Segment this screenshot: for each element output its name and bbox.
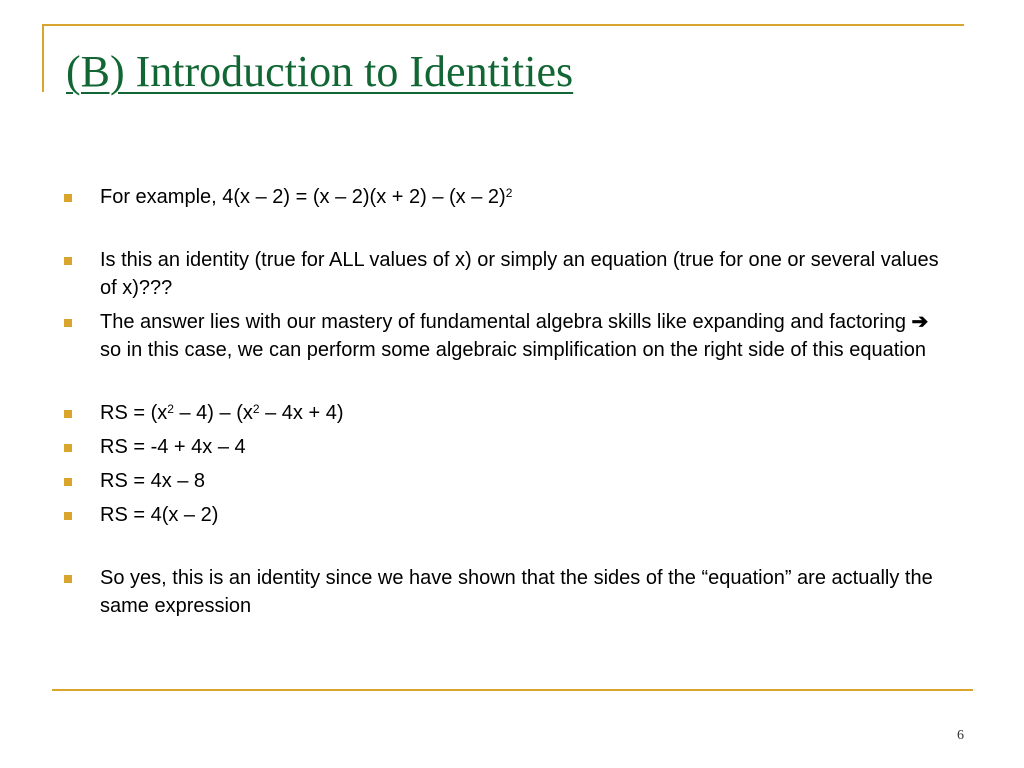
square-bullet-icon xyxy=(64,194,72,202)
square-bullet-icon xyxy=(64,319,72,327)
square-bullet-icon xyxy=(64,410,72,418)
slide-title: (B) Introduction to Identities xyxy=(66,47,574,96)
bullet-step-3 xyxy=(60,467,950,495)
frame-bottom-rule xyxy=(52,689,973,691)
bullet-text: The answer lies with our mastery of fundamental algebra skills like expanding and factoring ➔ so in this case, we can perform some algebraic simplification on the right side of this equation xyxy=(100,311,929,361)
bullet-step-4 xyxy=(60,501,950,529)
bullet-text: RS = $(x^2 - 4) - (x^2 - 4x + 4)$ xyxy=(100,402,344,424)
exponent: 2 xyxy=(252,402,260,416)
square-bullet-icon xyxy=(64,444,72,452)
bullet-conclusion xyxy=(60,564,950,620)
square-bullet-icon xyxy=(64,512,72,520)
bullet-step-2 xyxy=(60,433,950,461)
bullet-step-1 xyxy=(60,399,950,427)
square-bullet-icon xyxy=(64,478,72,486)
bullet-text: RS = 4(x – 2) xyxy=(100,504,219,526)
bullet-answer xyxy=(60,308,950,364)
right-arrow-icon: ➔ xyxy=(911,311,929,333)
bullet-text: So yes, this is an identity since we have shown that the sides of the “equation” are actually the same expression xyxy=(100,567,933,617)
bullet-example xyxy=(60,183,950,211)
frame-top-rule xyxy=(42,24,964,26)
frame-left-rule xyxy=(42,24,44,92)
bullet-list xyxy=(60,183,960,620)
exponent: 2 xyxy=(167,402,174,416)
bullet-text: RS = 4x – 8 xyxy=(100,470,206,492)
bullet-text: For example, 4(x – 2) = (x – 2)(x + 2) – (x – 2)$^2$ xyxy=(100,186,513,208)
page-number: 6 xyxy=(957,728,964,743)
bullet-text: Is this an identity (true for ALL values of x) or simply an equation (true for one or several values of x)??? xyxy=(100,249,939,299)
exponent: 2 xyxy=(505,186,513,200)
bullet-text: RS = -4 + 4x – 4 xyxy=(100,436,246,458)
square-bullet-icon xyxy=(64,257,72,265)
bullet-question xyxy=(60,246,950,302)
square-bullet-icon xyxy=(64,575,72,583)
